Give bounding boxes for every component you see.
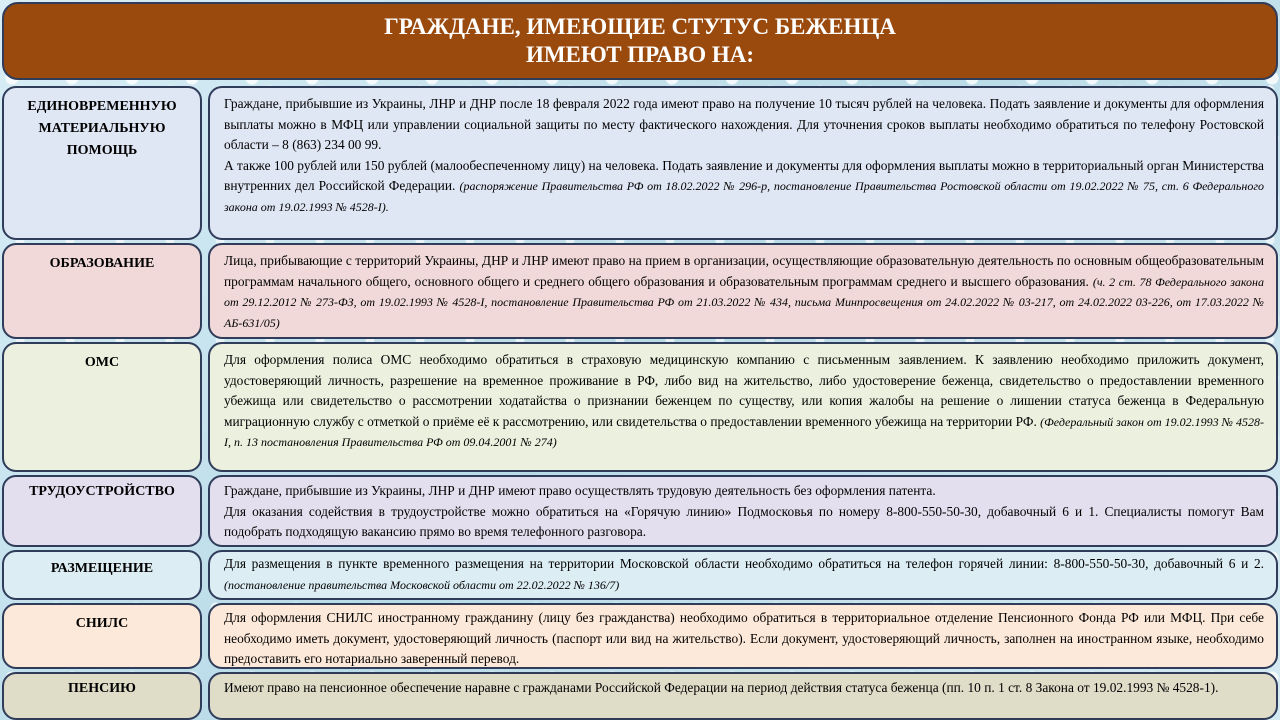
row-reference: (Федеральный закон от 19.02.1993 № 4528-I, п. 13 постановления Правительства РФ от 09.04.2001 № 274) [224,414,1264,449]
row-label-education: ОБРАЗОВАНИЕ [2,243,202,339]
row-text: А также 100 рублей или 150 рублей (малообеспеченному лицу) на человека. Подать заявление и документы для оформления выплаты можно в территориальный орган Министерства внутренних дел Российской Федерации. [224,157,1264,193]
row-text: Для оказания содействия в трудоустройстве можно обратиться на «Горячую линию» Подмосковья по номеру 8-800-550-50-30, добавочный 6 и 1. Специалисты помогут Вам подобрать подходящую вакансию прямо во время телефонного разговора. [224,503,1264,539]
row-text: Для размещения в пункте временного размещения на территории Московской области необходимо обратиться на телефон горячей линии: 8-800-550-50-30, добавочный 6 и 2. [224,556,1264,571]
page-header [2,2,1278,80]
row-text: Для оформления полиса ОМС необходимо обратиться в страховую медицинскую компанию с письменным заявлением. К заявлению необходимо приложить документ, удостоверяющий личность, разрешение на временное проживание в РФ, либо вид на жительство, либо удостоверение беженца, свидетельство о предоставлении временного убежища или свидетельство о рассмотрении ходатайства о признании беженцем по существу, или копия жалобы на решение о лишении статуса беженца в Федеральную миграционную службу с отметкой о приёме её к рассмотрению, или свидетельства о предоставлении временного убежища на территории РФ. [224,352,1264,429]
row-label-snils: СНИЛС [2,603,202,669]
row-label-oms: ОМС [2,342,202,472]
row-reference: (распоряжение Правительства РФ от 18.02.2022 № 296-р, постановление Правительства Ростовской области от 19.02.2022 № 75, ст. 6 Федерального закона от 19.02.1993 № 4528-I). [224,179,1264,214]
row-reference: (постановление правительства Московской области от 22.02.2022 № 136/7) [224,577,620,592]
row-text: Лица, прибывающие с территорий Украины, ДНР и ЛНР имеют право на прием в организации, осуществляющие образовательную деятельность по основным общеобразовательным программам начального общего, основного общего и среднего общего образования и образовательным программам среднего и высшего образования. [224,253,1264,289]
header-title-line1: ГРАЖДАНЕ, ИМЕЮЩИЕ СТУТУС БЕЖЕНЦА [384,14,896,39]
row-content-snils [208,603,1278,669]
row-label-accommodation: РАЗМЕЩЕНИЕ [2,550,202,600]
row-content-education [208,243,1278,339]
row-content-employment [208,475,1278,547]
row-text: Граждане, прибывшие из Украины, ЛНР и ДНР после 18 февраля 2022 года имеют право на получение 10 тысяч рублей на человека. Подать заявление и документы для оформления выплаты можно в МФЦ или управлении социальной защиты по месту фактического нахождения. Для уточнения сроков выплаты необходимо обратиться по телефону Ростовской области – 8 (863) 234 00 99. [224,96,1264,152]
row-label-pension: ПЕНСИЮ [2,672,202,720]
header-title-line2: ИМЕЮТ ПРАВО НА: [525,42,755,67]
row-content-oms [208,342,1278,472]
row-content-material-aid [208,86,1278,240]
row-content-accommodation [208,550,1278,600]
row-text: Имеют право на пенсионное обеспечение наравне с гражданами Российской Федерации на период действия статуса беженца (пп. 10 п. 1 ст. 8 Закона от 19.02.1993 № 4528-1). [224,680,1219,695]
row-text: Для оформления СНИЛС иностранному гражданину (лицу без гражданства) необходимо обратиться в территориальное отделение Пенсионного Фонда РФ или МФЦ. При себе необходимо иметь документ, удостоверяющий личность (паспорт или вид на жительство). Если документ, удостоверяющий личность, заполнен на иностранном языке, необходимо предоставить его нотариально заверенный перевод. [224,610,1264,666]
row-reference: (ч. 2 ст. 78 Федерального закона от 29.12.2012 № 273-ФЗ, от 19.02.1993 № 4528-I, постановление Правительства РФ от 21.03.2022 № 434, письма Минпросвещения от 24.02.2022 № 03-217, от 24.02.2022 03-226, от 17.03.2022 № АБ-631/05) [224,274,1264,330]
row-text: Граждане, прибывшие из Украины, ЛНР и ДНР имеют право осуществлять трудовую деятельность без оформления патента. [224,483,936,498]
row-label-employment: ТРУДОУСТРОЙСТВО [2,475,202,547]
row-label-material-aid: ЕДИНОВРЕМЕННУЮ МАТЕРИАЛЬНУЮ ПОМОЩЬ [2,86,202,240]
row-content-pension [208,672,1278,720]
